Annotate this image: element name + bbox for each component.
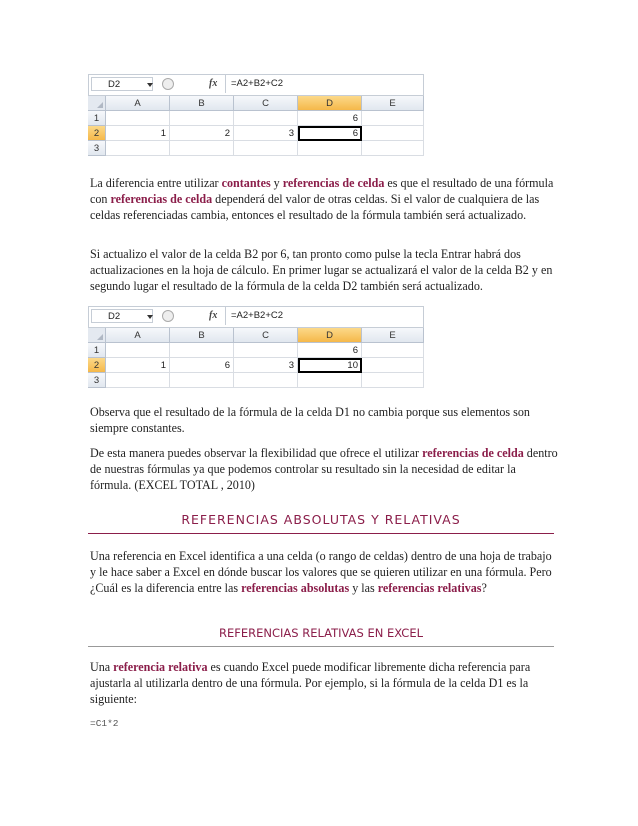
text: La diferencia entre utilizar bbox=[90, 176, 222, 190]
name-box[interactable]: D2 bbox=[91, 77, 153, 91]
formula-input[interactable]: =A2+B2+C2 bbox=[225, 307, 423, 325]
column-header[interactable]: B bbox=[170, 96, 234, 111]
cell[interactable]: 6 bbox=[170, 358, 234, 373]
column-header[interactable]: C bbox=[234, 328, 298, 343]
highlight: referencia relativa bbox=[113, 660, 208, 674]
column-header[interactable]: E bbox=[362, 328, 424, 343]
column-header[interactable]: E bbox=[362, 96, 424, 111]
formula-input[interactable]: =A2+B2+C2 bbox=[225, 75, 423, 93]
column-header[interactable]: B bbox=[170, 328, 234, 343]
row-header[interactable]: 1 bbox=[88, 111, 106, 126]
row-header[interactable]: 3 bbox=[88, 373, 106, 388]
text: y bbox=[270, 176, 283, 190]
spreadsheet-grid bbox=[88, 96, 424, 156]
text: ? bbox=[481, 581, 487, 595]
cell[interactable] bbox=[362, 358, 424, 373]
paragraph-6 bbox=[90, 659, 560, 707]
cell[interactable] bbox=[234, 141, 298, 156]
text: es que el resultado de una fórmula con bbox=[90, 176, 554, 206]
highlight: referencias relativas bbox=[377, 581, 482, 595]
chevron-down-icon[interactable] bbox=[147, 83, 153, 87]
highlight: referencias de celda bbox=[110, 192, 213, 206]
formula-bar bbox=[88, 74, 424, 96]
paragraph-1 bbox=[90, 175, 560, 223]
excel-screenshot-2 bbox=[88, 306, 424, 388]
paragraph-4 bbox=[90, 445, 560, 493]
text: y las bbox=[349, 581, 378, 595]
name-box[interactable]: D2 bbox=[91, 309, 153, 323]
formula-circle-icon bbox=[162, 310, 174, 322]
cell[interactable]: 6 bbox=[298, 343, 362, 358]
cell[interactable] bbox=[106, 373, 170, 388]
column-header[interactable]: D bbox=[298, 328, 362, 343]
paragraph-2: Si actualizo el valor de la celda B2 por 6, tan pronto como pulse la tecla Entrar habrá dos actualizaciones en la hoja de cálculo. En primer lugar se actualizará el valor de la celda B2 y en segundo lugar el resultado de la fórmula de la celda D2 también será actualizado. bbox=[90, 247, 553, 293]
cell[interactable]: 1 bbox=[106, 358, 170, 373]
cell[interactable]: 6 bbox=[298, 111, 362, 126]
cell[interactable] bbox=[234, 373, 298, 388]
subsection-heading: REFERENCIAS RELATIVAS EN EXCEL bbox=[88, 626, 554, 647]
highlight: referencias de celda bbox=[282, 176, 385, 190]
cell[interactable] bbox=[298, 373, 362, 388]
cell[interactable] bbox=[298, 141, 362, 156]
cell[interactable]: 1 bbox=[106, 126, 170, 141]
code-snippet: =C1*2 bbox=[90, 718, 119, 729]
cell[interactable] bbox=[362, 373, 424, 388]
column-header[interactable]: C bbox=[234, 96, 298, 111]
column-header[interactable]: A bbox=[106, 328, 170, 343]
cell[interactable] bbox=[234, 343, 298, 358]
cell[interactable] bbox=[170, 111, 234, 126]
text: es cuando Excel puede modificar libremente dicha referencia para ajustarla al utilizarla dentro de una fórmula. Por ejemplo, si la fórmula de la celda D1 es la siguiente: bbox=[90, 660, 531, 706]
cell[interactable] bbox=[106, 141, 170, 156]
cell[interactable]: 2 bbox=[170, 126, 234, 141]
text: dependerá del valor de otras celdas. Si el valor de cualquiera de las celdas referenciadas cambia, entonces el resultado de la fórmula también será actualizado. bbox=[90, 192, 540, 222]
highlight: contantes bbox=[221, 176, 271, 190]
text: dentro de nuestras fórmulas ya que podemos controlar su resultado sin la necesidad de editar la fórmula. (EXCEL TOTAL , 2010) bbox=[90, 446, 558, 492]
highlight: referencias de celda bbox=[422, 446, 524, 460]
active-cell[interactable]: 10 bbox=[298, 358, 362, 373]
cell[interactable]: 3 bbox=[234, 126, 298, 141]
highlight: referencias absolutas bbox=[241, 581, 350, 595]
spreadsheet-grid bbox=[88, 328, 424, 388]
paragraph-3: Observa que el resultado de la fórmula de la celda D1 no cambia porque sus elementos son siempre constantes. bbox=[90, 405, 530, 435]
text: Una bbox=[90, 660, 114, 674]
row-header[interactable]: 2 bbox=[88, 358, 106, 373]
cell[interactable] bbox=[234, 111, 298, 126]
formula-circle-icon bbox=[162, 78, 174, 90]
cell[interactable] bbox=[170, 343, 234, 358]
select-all-corner[interactable] bbox=[88, 96, 106, 111]
paragraph-5 bbox=[90, 548, 560, 596]
text: De esta manera puedes observar la flexibilidad que ofrece el utilizar bbox=[90, 446, 423, 460]
cell[interactable]: 3 bbox=[234, 358, 298, 373]
cell[interactable] bbox=[362, 141, 424, 156]
fx-icon[interactable]: fx bbox=[209, 78, 218, 89]
excel-screenshot-1 bbox=[88, 74, 424, 156]
cell[interactable] bbox=[170, 373, 234, 388]
section-heading: REFERENCIAS ABSOLUTAS Y RELATIVAS bbox=[88, 512, 554, 534]
cell[interactable] bbox=[106, 111, 170, 126]
cell[interactable] bbox=[362, 111, 424, 126]
select-all-corner[interactable] bbox=[88, 328, 106, 343]
fx-icon[interactable]: fx bbox=[209, 310, 218, 321]
cell[interactable] bbox=[362, 343, 424, 358]
cell[interactable] bbox=[362, 126, 424, 141]
chevron-down-icon[interactable] bbox=[147, 315, 153, 319]
text: Una referencia en Excel identifica a una celda (o rango de celdas) dentro de una hoja de trabajo y le hace saber a Excel en dónde buscar los valores que se quieren utilizar en una fórmula. Pero ¿Cuál es la diferencia entre las bbox=[90, 549, 552, 595]
row-header[interactable]: 1 bbox=[88, 343, 106, 358]
formula-bar bbox=[88, 306, 424, 328]
column-header[interactable]: D bbox=[298, 96, 362, 111]
cell[interactable] bbox=[170, 141, 234, 156]
active-cell[interactable]: 6 bbox=[298, 126, 362, 141]
row-header[interactable]: 3 bbox=[88, 141, 106, 156]
row-header[interactable]: 2 bbox=[88, 126, 106, 141]
column-header[interactable]: A bbox=[106, 96, 170, 111]
cell[interactable] bbox=[106, 343, 170, 358]
